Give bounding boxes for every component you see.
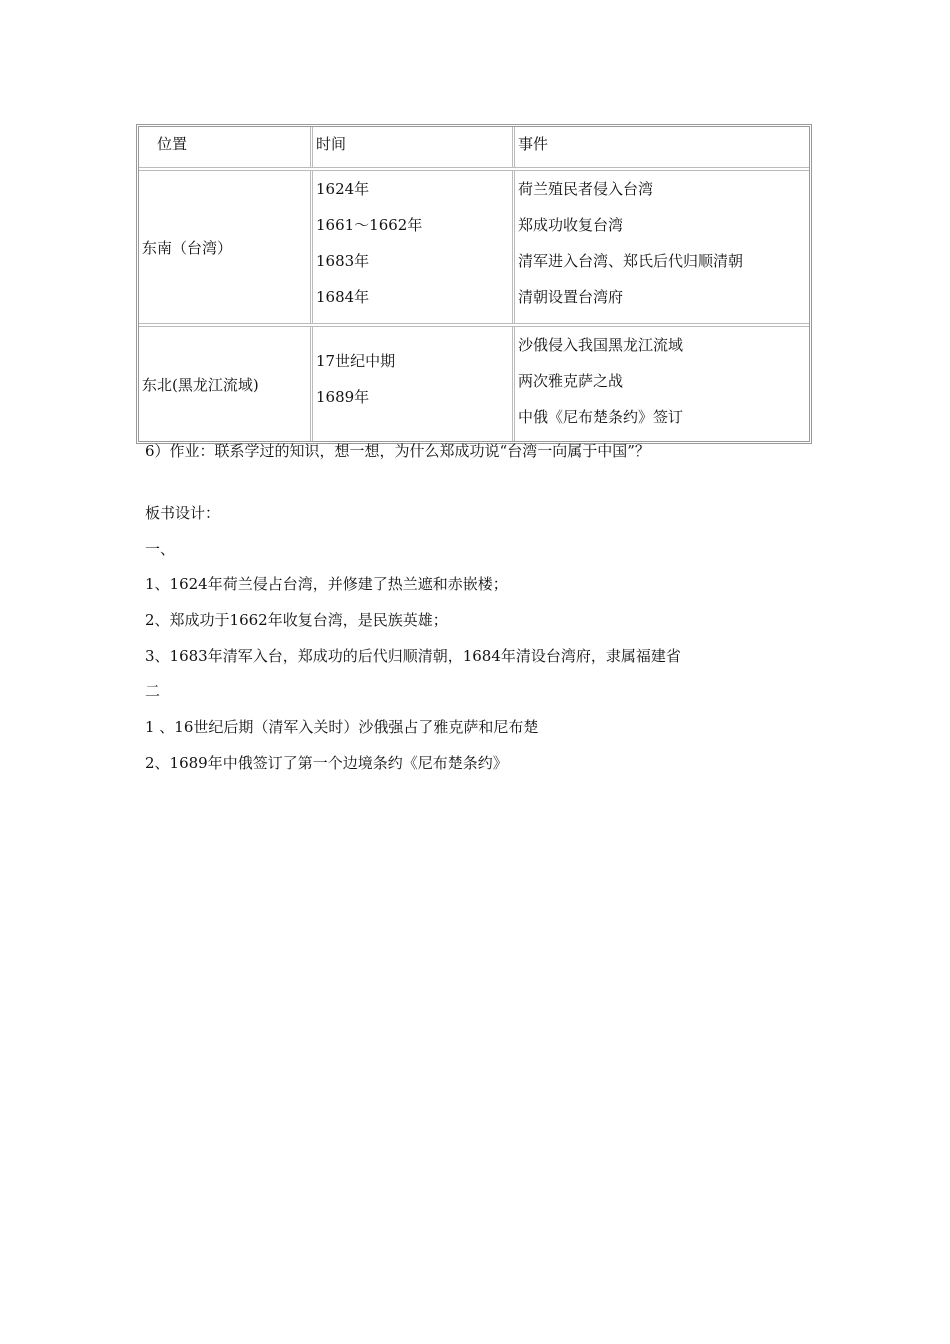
- time-cell: [313, 327, 515, 441]
- event-item: 中俄《尼布楚条约》签订: [518, 408, 684, 426]
- location-cell: [139, 327, 313, 441]
- time-item: 17世纪中期: [316, 352, 396, 370]
- board-item: 1、1624年荷兰侵占台湾，并修建了热兰遮和赤嵌楼；: [145, 575, 508, 593]
- time-item: 1689年: [316, 388, 370, 406]
- event-cell: [515, 171, 809, 323]
- time-item: 1683年: [316, 252, 370, 270]
- location-text: 东南（台湾）: [142, 238, 233, 257]
- time-cell: [313, 171, 515, 323]
- time-item: 1661～1662年: [316, 216, 423, 234]
- section-heading: 一、: [145, 540, 176, 558]
- table-row: [139, 171, 809, 327]
- time-item: 1624年: [316, 180, 370, 198]
- board-item: 1 、16世纪后期（清军入关时）沙俄强占了雅克萨和尼布楚: [145, 718, 539, 736]
- time-item: 1684年: [316, 288, 370, 306]
- board-title: 板书设计：: [145, 504, 221, 522]
- table-header-row: [139, 127, 809, 171]
- event-item: 清军进入台湾、郑氏后代归顺清朝: [518, 252, 744, 270]
- event-item: 荷兰殖民者侵入台湾: [518, 180, 654, 198]
- event-item: 郑成功收复台湾: [518, 216, 624, 234]
- event-item: 清朝设置台湾府: [518, 288, 624, 306]
- event-item: 两次雅克萨之战: [518, 372, 624, 390]
- header-location: 位置: [139, 127, 313, 167]
- event-item: 沙俄侵入我国黑龙江流域: [518, 336, 684, 354]
- location-text: 东北(黑龙江流域): [142, 375, 259, 394]
- board-item: 2、郑成功于1662年收复台湾，是民族英雄；: [145, 611, 448, 629]
- homework-text: 6）作业：联系学过的知识，想一想，为什么郑成功说“台湾一向属于中国”？: [145, 442, 650, 460]
- location-cell: [139, 171, 313, 323]
- history-table: [136, 124, 812, 444]
- event-cell: [515, 327, 809, 441]
- board-item: 3、1683年清军入台，郑成功的后代归顺清朝，1684年清设台湾府，隶属福建省: [145, 647, 681, 665]
- section-heading: 二: [145, 682, 161, 700]
- table-row: [139, 327, 809, 441]
- header-event: 事件: [518, 135, 549, 153]
- board-item: 2、1689年中俄签订了第一个边境条约《尼布楚条约》: [145, 754, 508, 772]
- header-time: 时间: [313, 127, 515, 167]
